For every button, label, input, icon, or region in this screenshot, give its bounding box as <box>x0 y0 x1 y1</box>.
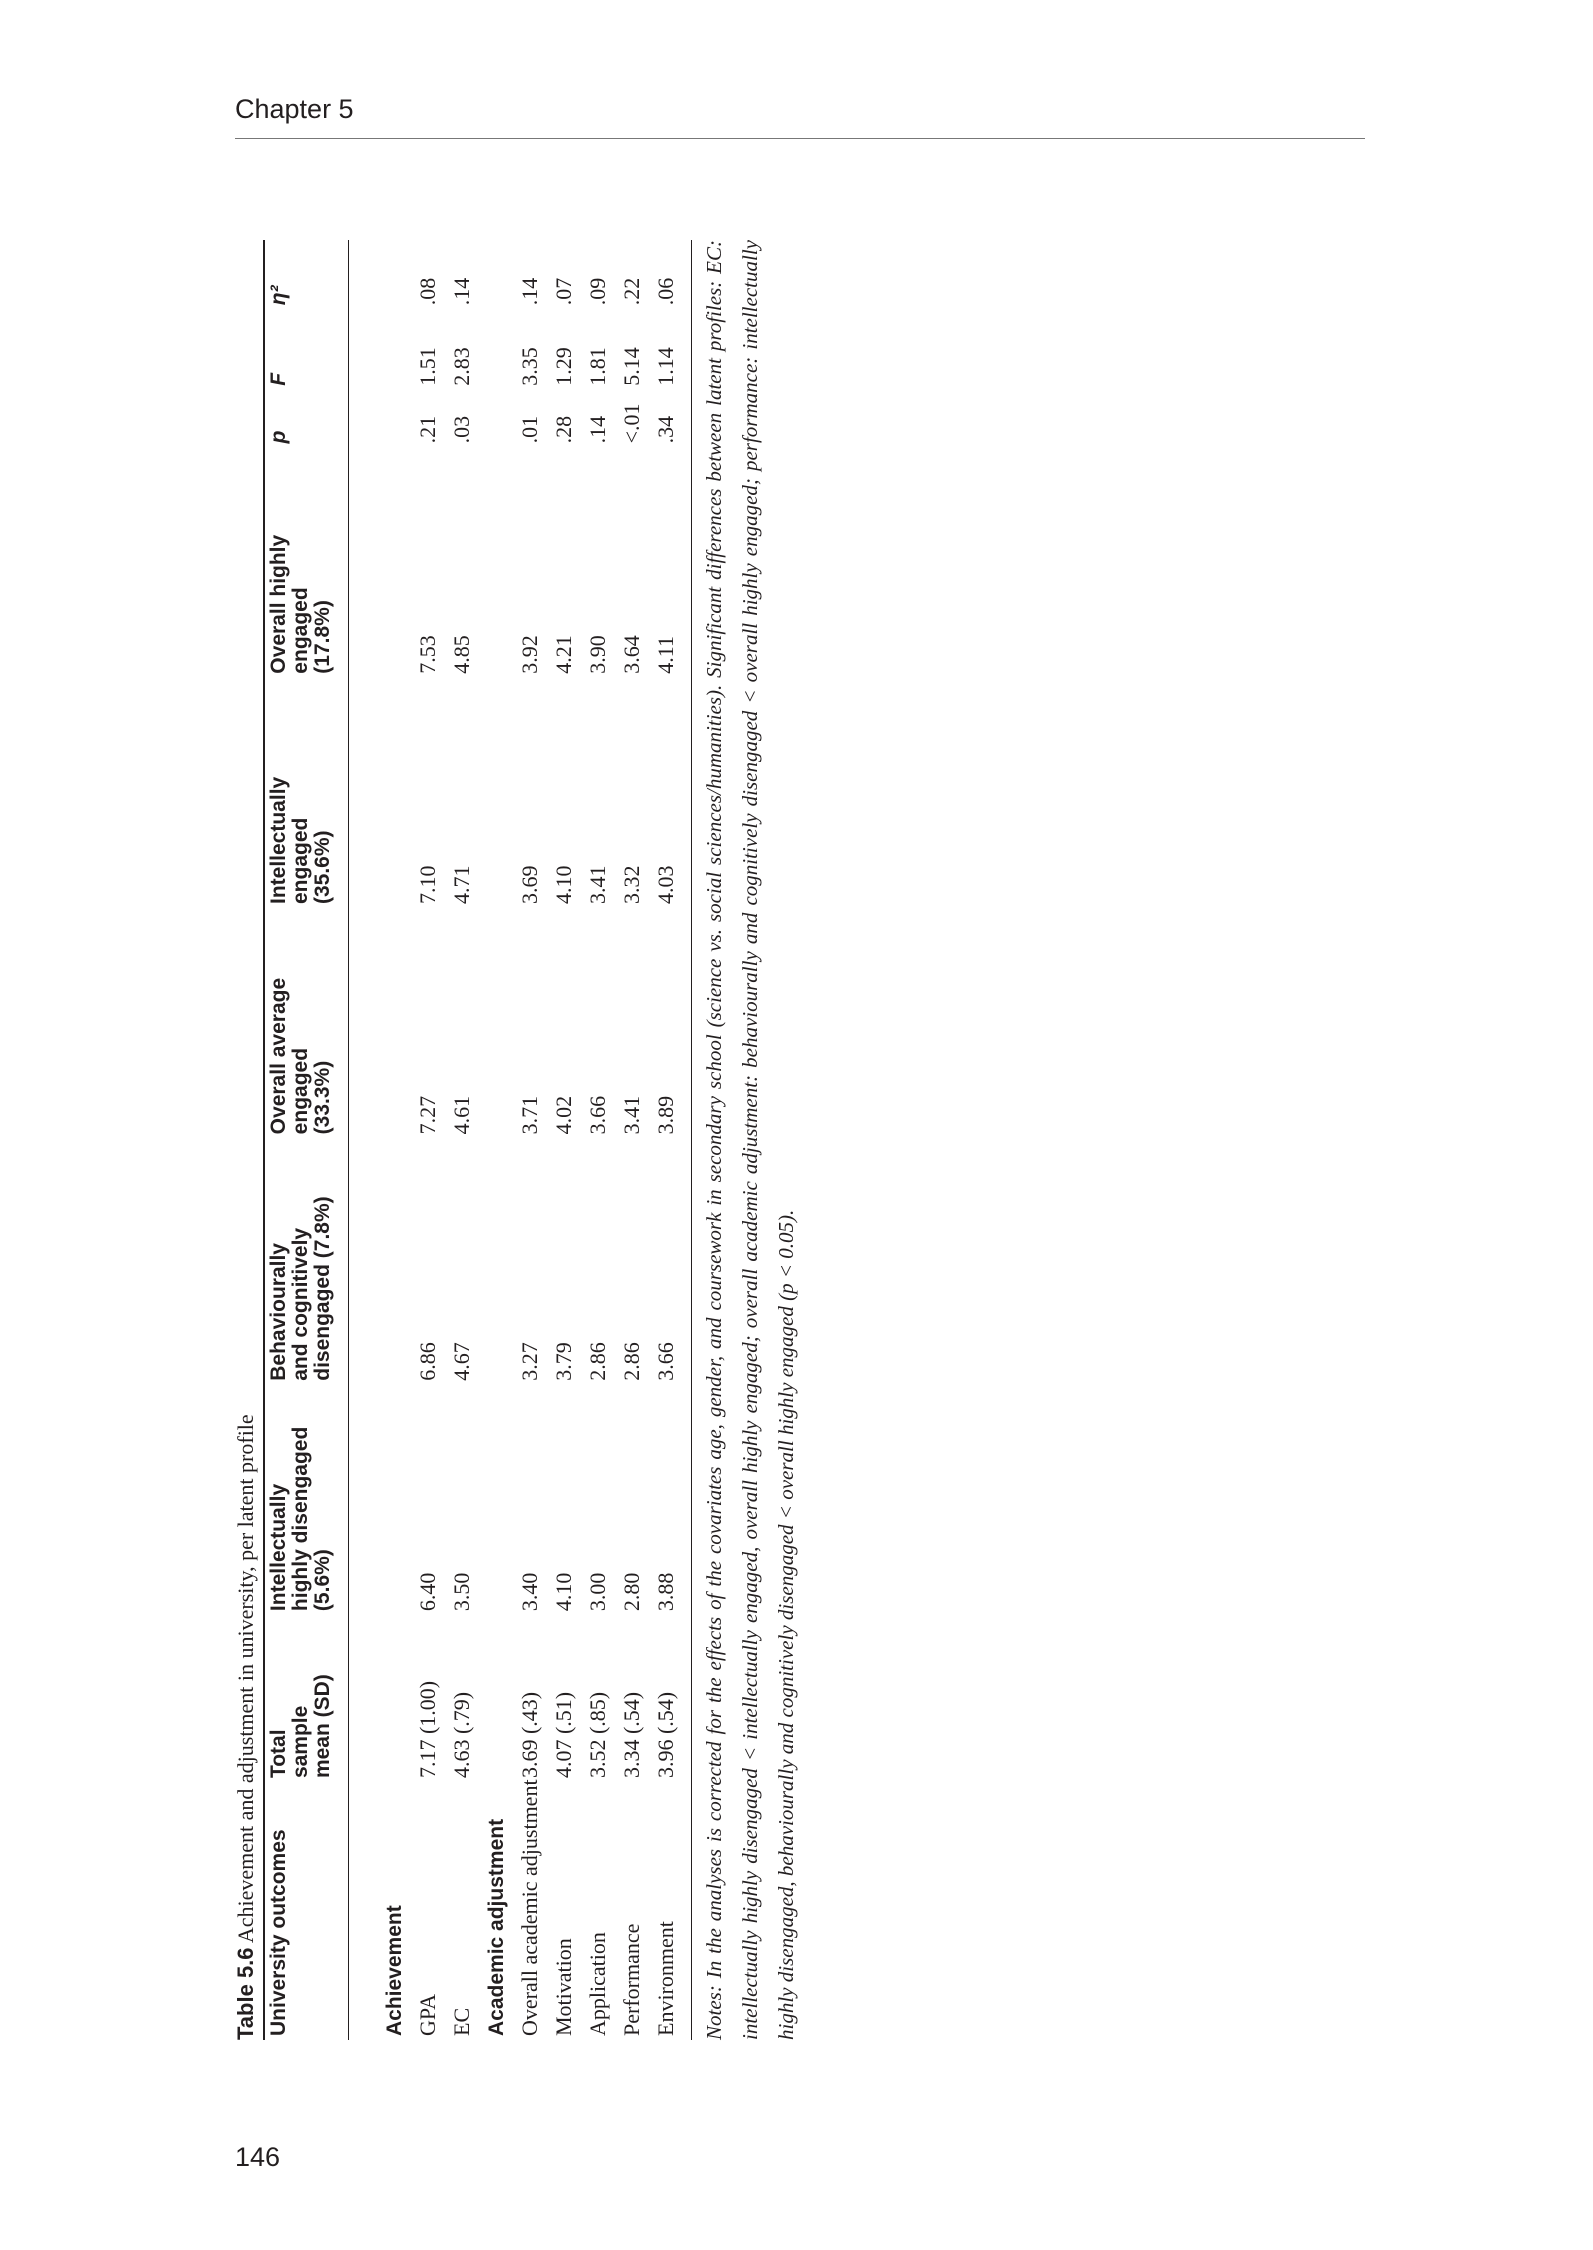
table-cell: 3.96 (.54) <box>649 1615 692 1782</box>
column-header <box>264 1138 349 1384</box>
column-header-line: Intellectually <box>267 776 290 904</box>
table-cell: 3.88 <box>649 1385 692 1615</box>
table-cell: 3.66 <box>649 1138 692 1384</box>
table-cell: 3.27 <box>517 1342 543 1381</box>
column-header <box>264 309 349 390</box>
column-header-line: mean (SD) <box>311 1674 335 1779</box>
table-cell: .34 <box>649 390 692 448</box>
table-cell: 4.03 <box>649 678 692 908</box>
column-header-line: Total <box>267 1729 290 1779</box>
column-header <box>264 678 349 908</box>
table-cell: 4.85 <box>449 635 475 674</box>
table-cell: 4.71 <box>449 865 475 904</box>
running-head: Chapter 5 <box>235 94 354 124</box>
table-cell: 3.50 <box>449 1572 475 1612</box>
table-row <box>581 240 615 2040</box>
row-label: Environment <box>649 1782 692 2040</box>
table-cell: .03 <box>449 415 475 444</box>
column-header-line: engaged <box>289 1047 313 1135</box>
table-cell: 1.14 <box>649 309 692 390</box>
column-header-line: F <box>267 372 290 386</box>
column-header <box>264 447 349 677</box>
row-label: Motivation <box>551 1938 577 2036</box>
table-cell: 3.00 <box>585 1572 611 1612</box>
column-header-line: engaged <box>289 587 313 674</box>
table-row <box>615 240 649 2040</box>
table-cell: 3.69 (.43) <box>517 1691 543 1779</box>
table-cell: .21 <box>415 415 441 444</box>
table-cell: .22 <box>619 277 645 306</box>
column-header-line: sample <box>289 1705 313 1779</box>
results-table <box>263 240 692 2040</box>
table-row <box>649 240 692 2040</box>
table-cell: .14 <box>449 277 475 306</box>
table-cell: 4.21 <box>551 635 577 674</box>
table-cell: 3.89 <box>649 908 692 1138</box>
table-cell: 3.92 <box>517 635 543 674</box>
table-cell: 3.79 <box>551 1342 577 1381</box>
column-header-line: (35.6%) <box>311 830 335 904</box>
column-header-line: Overall highly <box>267 534 290 674</box>
table-cell: <.01 <box>619 403 645 444</box>
table-cell: .08 <box>415 277 441 306</box>
row-label: Performance <box>619 1923 645 2036</box>
column-header-line: (5.6%) <box>311 1549 335 1612</box>
page-number: 146 <box>235 2142 281 2172</box>
column-header <box>264 1782 349 2040</box>
table-header-row <box>264 240 349 2040</box>
table-cell: .14 <box>517 277 543 306</box>
table-cell: 3.41 <box>585 865 611 904</box>
table-cell: 6.86 <box>415 1342 441 1381</box>
column-header-line: Behaviourally <box>267 1243 290 1381</box>
table-body <box>349 240 692 2040</box>
column-header-line: p <box>267 430 290 444</box>
column-header-line: highly disengaged <box>289 1426 313 1612</box>
table-row <box>547 240 581 2040</box>
table-cell: 5.14 <box>619 347 645 386</box>
table-cell: 4.63 (.79) <box>449 1691 475 1779</box>
column-header-line: (17.8%) <box>311 600 335 674</box>
column-header-line: Intellectually <box>267 1483 290 1612</box>
table-cell: 6.40 <box>415 1572 441 1612</box>
table-cell: 3.32 <box>619 865 645 904</box>
table-cell: 2.80 <box>619 1572 645 1612</box>
row-label: Overall academic adjustment <box>517 1779 543 2036</box>
table-cell: .28 <box>551 415 577 444</box>
table-cell: 4.02 <box>551 1095 577 1135</box>
table-cell: 3.69 <box>517 865 543 904</box>
table-notes: Notes: In the analyses is corrected for the effects of the covariates age, gender, and coursework in secondary school (science vs. social sciences/humanities). Significant differences between latent profiles: EC: intellectually highly disengaged < intellectually engaged, overall highly engaged; overall academic adjustment: behaviourally and cognitively disengaged < overall highly engaged; performance: intellectually highly disengaged, behaviourally and cognitively disengaged < overall highly engaged (p < 0.05). <box>702 240 799 2040</box>
table-row <box>513 240 547 2040</box>
table-cell: 7.27 <box>415 1095 441 1135</box>
section-heading: Academic adjustment <box>484 1818 508 2036</box>
column-header <box>264 1615 349 1782</box>
column-header-line: University outcomes <box>267 1829 290 2036</box>
row-label: GPA <box>415 1994 441 2036</box>
table-cell: 3.71 <box>517 1095 543 1135</box>
table-cell: 3.35 <box>517 347 543 386</box>
table-cell: 4.10 <box>551 865 577 904</box>
table-cell: 7.17 (1.00) <box>415 1680 441 1779</box>
row-label: EC <box>449 2007 475 2036</box>
table-cell: 1.51 <box>415 347 441 386</box>
table-row <box>445 240 479 2040</box>
table-cell: 2.86 <box>619 1342 645 1381</box>
table-row <box>411 240 445 2040</box>
table-cell: 4.10 <box>551 1572 577 1612</box>
table-cell: .09 <box>585 277 611 306</box>
table-cell: .14 <box>585 415 611 444</box>
column-header <box>264 1385 349 1615</box>
table-title: Achievement and adjustment in university, per latent profile <box>233 1414 258 1944</box>
table-caption <box>235 240 257 2040</box>
column-header-line: η² <box>267 285 290 306</box>
table-cell: 3.40 <box>517 1572 543 1612</box>
table-cell: 7.10 <box>415 865 441 904</box>
header-rule <box>235 138 1365 139</box>
table-cell: .01 <box>517 415 543 444</box>
table-cell: 3.64 <box>619 635 645 674</box>
table-cell: 7.53 <box>415 635 441 674</box>
column-header <box>264 908 349 1138</box>
table-cell: 2.83 <box>449 347 475 386</box>
row-label: Application <box>585 1932 611 2036</box>
table-cell: 4.07 (.51) <box>551 1691 577 1779</box>
column-header-line: Overall average <box>267 977 290 1135</box>
table-cell: 3.90 <box>585 635 611 674</box>
table-cell: 3.41 <box>619 1095 645 1135</box>
table-cell: 2.86 <box>585 1342 611 1381</box>
table-cell: 3.34 (.54) <box>619 1691 645 1779</box>
table-cell: 4.61 <box>449 1095 475 1135</box>
section-row <box>479 240 513 2040</box>
column-header-line: (33.3%) <box>311 1060 335 1135</box>
table-cell: 1.81 <box>585 347 611 386</box>
column-header <box>264 390 349 448</box>
column-header-line: engaged <box>289 817 313 904</box>
column-header-line: and cognitively <box>289 1227 313 1381</box>
column-header-line: disengaged (7.8%) <box>311 1196 335 1381</box>
table-cell: .07 <box>551 277 577 306</box>
table-cell: 3.52 (.85) <box>585 1691 611 1779</box>
table-cell: 3.66 <box>585 1095 611 1135</box>
column-header <box>264 240 349 309</box>
table-cell: 4.67 <box>449 1342 475 1381</box>
section-row <box>349 240 412 2040</box>
table-label: Table 5.6 <box>233 1947 258 2040</box>
table-cell: 4.11 <box>649 447 692 677</box>
rotated-table-block <box>235 240 835 2040</box>
table-cell: .06 <box>649 240 692 309</box>
section-heading: Achievement <box>382 1905 406 2036</box>
table-cell: 1.29 <box>551 347 577 386</box>
